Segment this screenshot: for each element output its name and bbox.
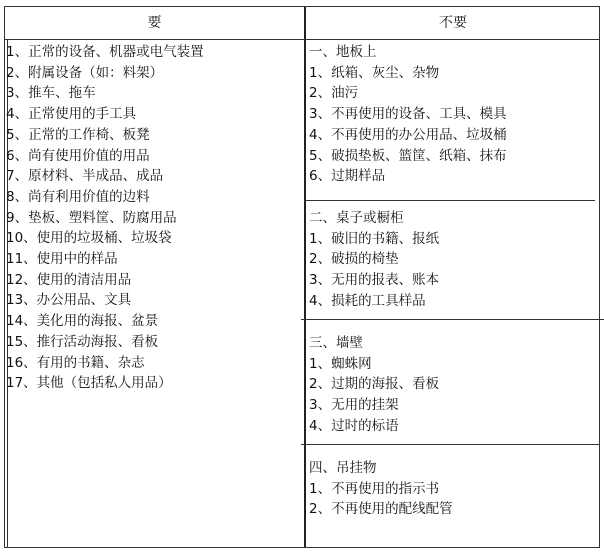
section-wall <box>309 333 439 437</box>
list-item: 9、垫板、塑料筐、防腐用品 <box>6 209 177 226</box>
list-item: 6、过期样品 <box>309 168 386 185</box>
section-desk-cabinet <box>309 208 439 312</box>
list-item: 5、破损垫板、篮筐、纸箱、抹布 <box>309 147 507 164</box>
list-item: 2、过期的海报、看板 <box>309 376 440 393</box>
header-discard: 不要 <box>439 15 467 31</box>
list-item: 11、使用中的样品 <box>6 251 118 268</box>
column-divider <box>304 7 306 547</box>
table-header-row <box>5 7 599 40</box>
list-item: 3、无用的报表、账本 <box>309 272 440 289</box>
list-item: 1、破旧的书籍、报纸 <box>309 230 440 247</box>
list-item: 3、推车、拖车 <box>6 85 96 102</box>
section-divider <box>305 200 595 201</box>
list-item: 6、尚有使用价值的用品 <box>6 147 150 164</box>
section-title: 四、吊挂物 <box>309 460 377 476</box>
list-item: 2、不再使用的配线配管 <box>309 501 453 518</box>
list-item: 1、蜘蛛网 <box>309 355 372 372</box>
header-keep: 要 <box>147 15 162 31</box>
list-item: 8、尚有利用价值的边料 <box>6 188 150 205</box>
list-item: 4、损耗的工具样品 <box>309 292 426 309</box>
list-item: 3、不再使用的设备、工具、模具 <box>309 106 507 123</box>
list-item: 1、纸箱、灰尘、杂物 <box>309 64 440 81</box>
list-item: 4、不再使用的办公用品、垃圾桶 <box>309 126 507 143</box>
list-item: 4、过时的标语 <box>309 417 399 434</box>
section-title: 一、地板上 <box>309 44 377 60</box>
list-item: 2、附属设备（如：料架） <box>6 64 164 81</box>
section-hanging <box>309 458 453 520</box>
list-item: 7、原材料、半成品、成品 <box>6 168 164 185</box>
section-divider <box>301 444 599 445</box>
list-item: 2、油污 <box>309 85 359 102</box>
section-title: 二、桌子或橱柜 <box>309 210 404 226</box>
list-item: 1、不再使用的指示书 <box>309 480 440 497</box>
list-item: 4、正常使用的手工具 <box>6 106 137 123</box>
list-item: 2、破损的椅垫 <box>309 251 399 268</box>
list-item: 3、无用的挂架 <box>309 397 399 414</box>
keep-list <box>6 42 204 394</box>
list-item: 1、正常的设备、机器或电气装置 <box>6 44 204 60</box>
list-item: 17、其他（包括私人用品） <box>6 375 172 392</box>
list-item: 16、有用的书籍、杂志 <box>6 354 145 371</box>
list-item: 14、美化用的海报、盆景 <box>6 313 159 330</box>
section-floor <box>309 42 507 187</box>
list-item: 15、推行活动海报、看板 <box>6 333 159 350</box>
section-divider <box>301 319 604 320</box>
list-item: 13、办公用品、文具 <box>6 292 132 309</box>
list-item: 12、使用的清洁用品 <box>6 271 132 288</box>
list-item: 10、使用的垃圾桶、垃圾袋 <box>6 230 172 247</box>
section-title: 三、墙壁 <box>309 335 363 351</box>
list-item: 5、正常的工作椅、板凳 <box>6 126 150 143</box>
